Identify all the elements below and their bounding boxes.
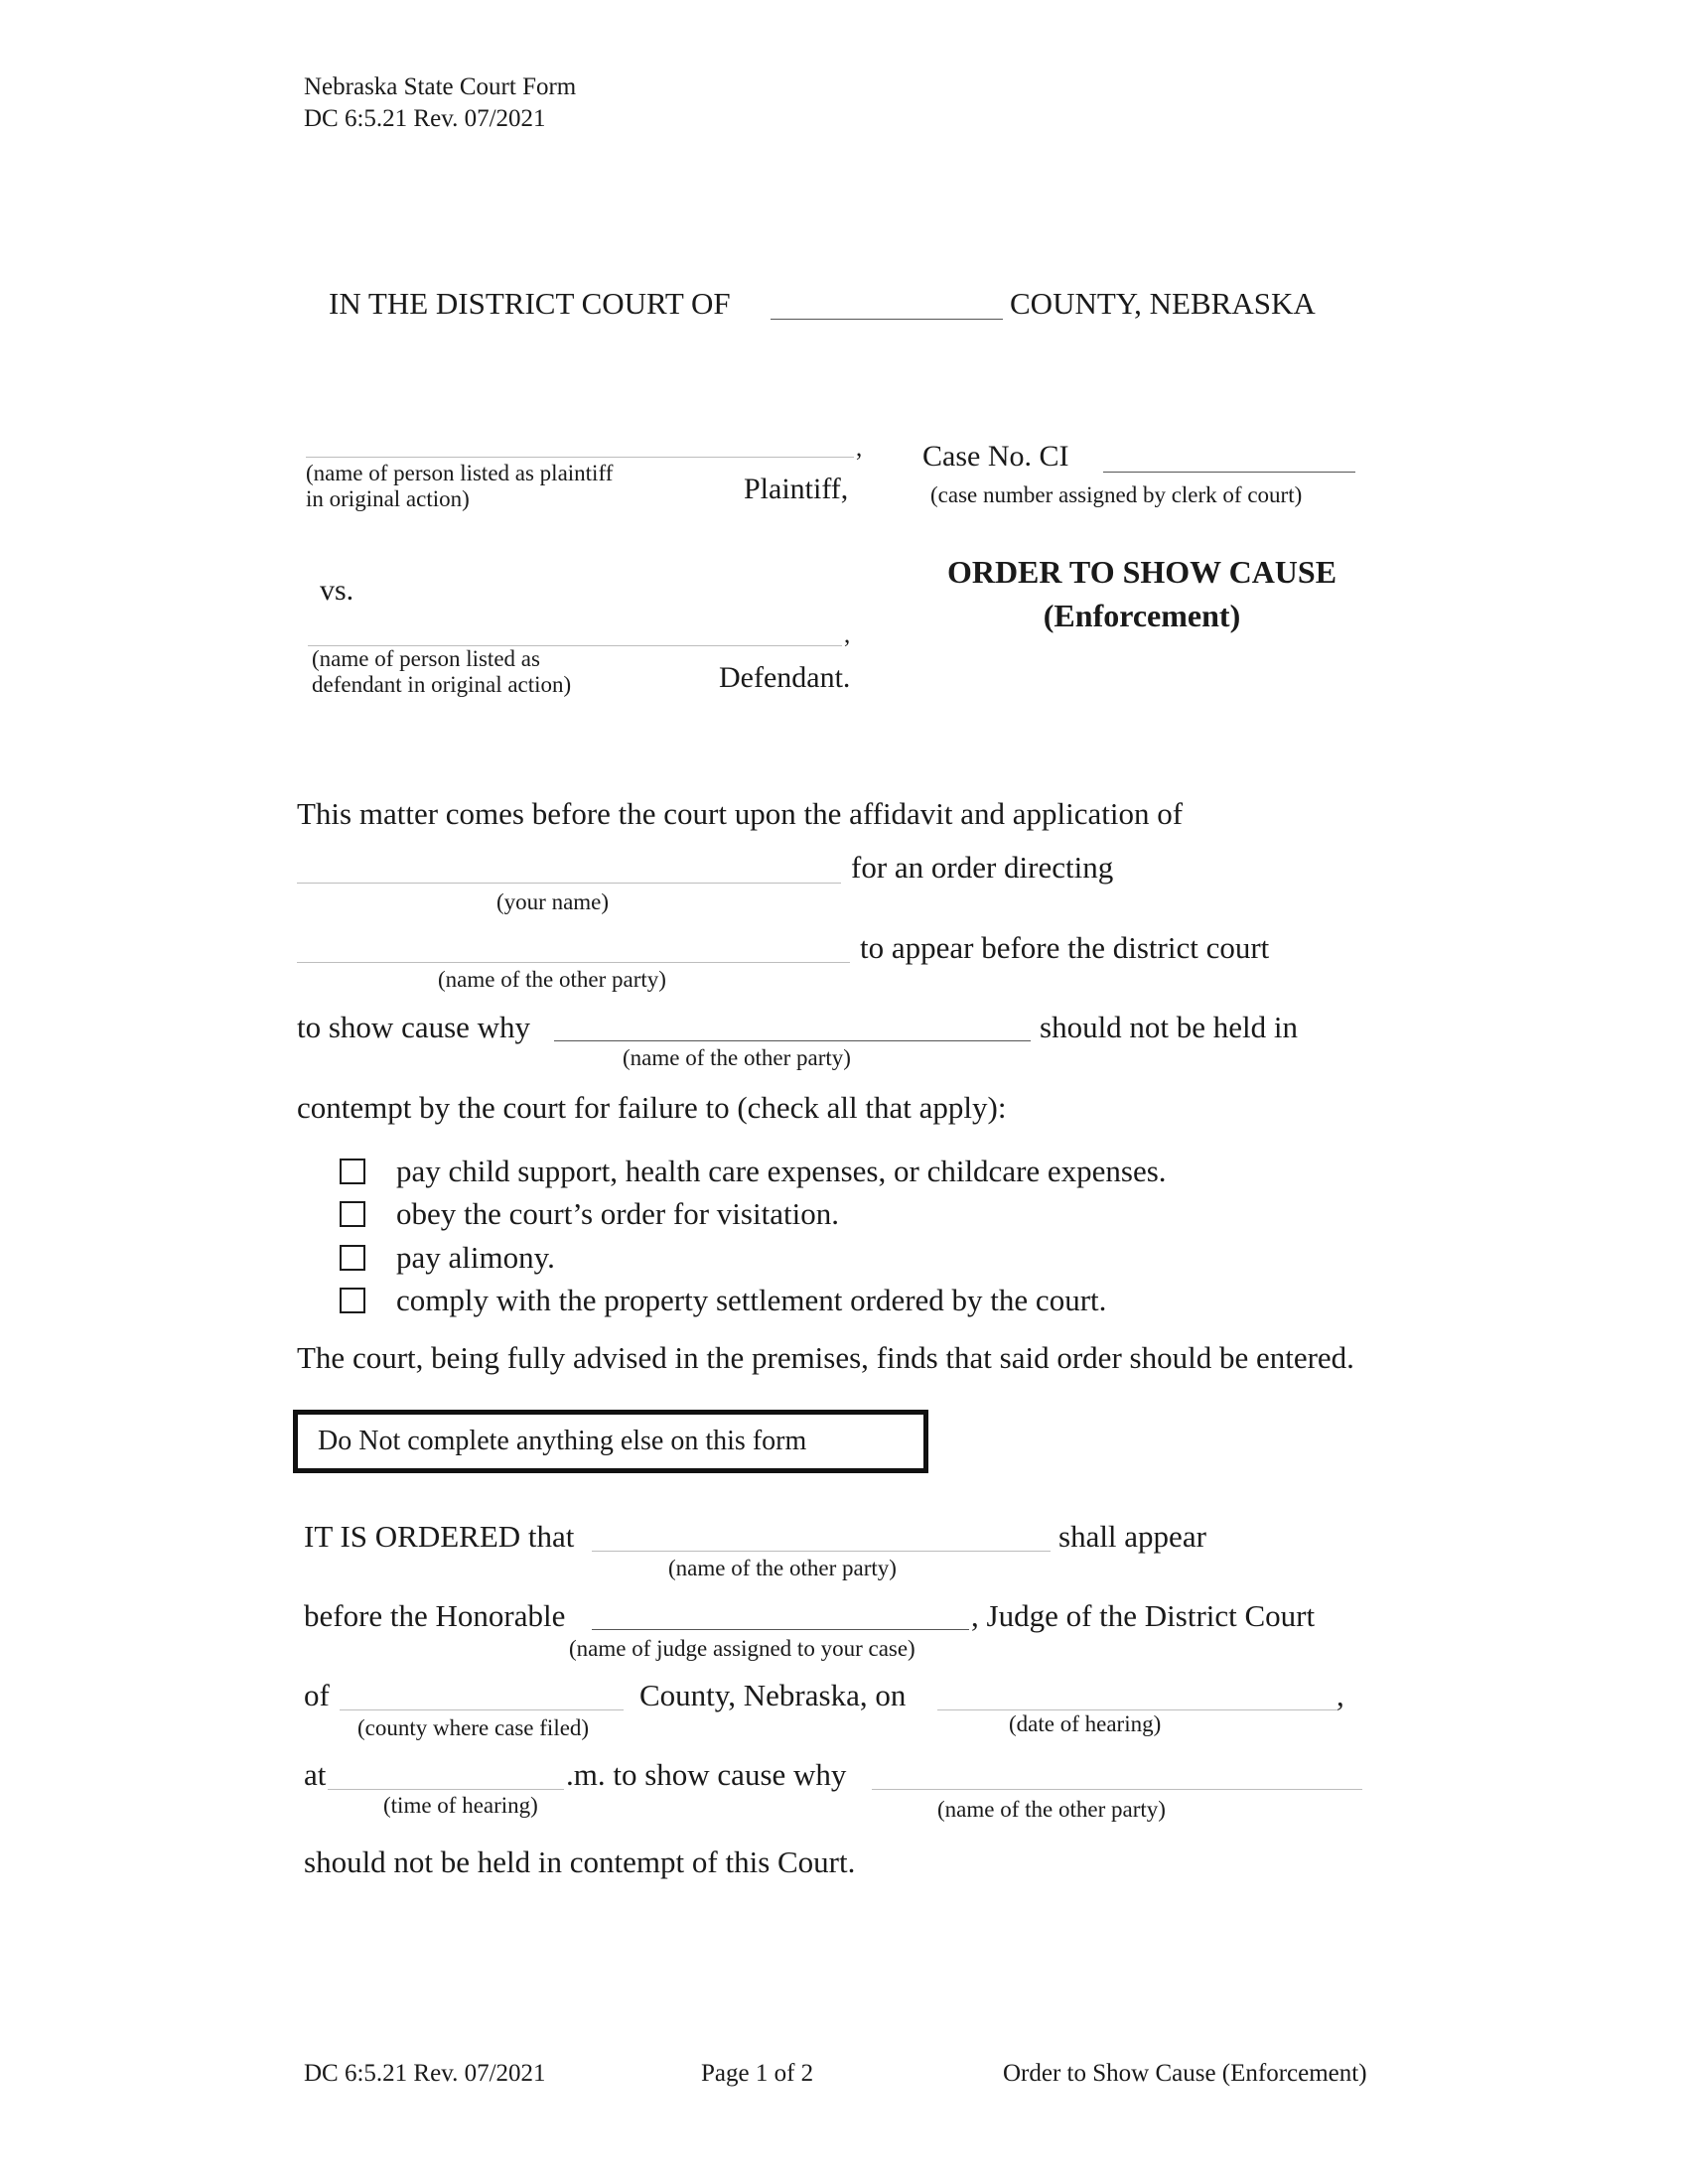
show-cause-prefix: to show cause why [297,1010,531,1044]
county-blank[interactable] [771,319,1003,320]
option-property-settlement[interactable] [340,1283,1106,1318]
option-child-support[interactable] [340,1154,1167,1189]
option-alimony[interactable] [340,1240,555,1276]
defendant-comma: , [844,621,851,648]
form-source: Nebraska State Court Form [304,73,577,100]
other-party-field-4[interactable] [872,1789,1362,1790]
case-no-label: Case No. CI [922,440,1069,473]
other-party-field-2[interactable] [554,1040,1031,1041]
plaintiff-hint: (name of person listed as plaintiff in original action) [306,461,614,511]
other-party-hint-4: (name of the other party) [937,1797,1166,1822]
other-party-hint-1: (name of the other party) [438,967,666,992]
footer-page-number: Page 1 of 2 [701,2060,814,2087]
plaintiff-name-field[interactable] [306,457,854,458]
other-party-field-3[interactable] [592,1551,1051,1552]
case-no-hint: (case number assigned by clerk of court) [930,482,1303,507]
document-subtitle: (Enforcement) [1043,598,1241,633]
option-label: comply with the property settlement ordered by the court. [396,1283,1107,1317]
your-name-hint: (your name) [496,889,610,914]
hearing-date-field[interactable] [937,1709,1338,1710]
checkbox[interactable] [340,1159,365,1184]
option-visitation[interactable] [340,1196,839,1232]
plaintiff-comma: , [856,435,863,462]
of-text: of [304,1678,330,1712]
defendant-hint: (name of person listed as defendant in original action) [312,646,572,697]
form-number: DC 6:5.21 Rev. 07/2021 [304,105,546,132]
for-order-text: for an order directing [851,850,1114,885]
checkbox[interactable] [340,1245,365,1271]
date-hint: (date of hearing) [1009,1711,1162,1736]
notice-box: Do Not complete anything else on this form [293,1410,928,1473]
finding-text: The court, being fully advised in the premises, finds that said order should be entered. [297,1340,1354,1375]
show-cause-suffix: should not be held in [1040,1010,1299,1044]
ordered-prefix: IT IS ORDERED that [304,1519,575,1554]
county-field[interactable] [340,1709,624,1710]
other-party-field-1[interactable] [297,962,850,963]
option-label: pay child support, health care expenses, or childcare expenses. [396,1154,1167,1188]
intro-text: This matter comes before the court upon the affidavit and application of [297,796,1184,831]
time-suffix-text: .m. to show cause why [566,1757,847,1792]
judge-name-field[interactable] [592,1629,969,1630]
footer-form-number: DC 6:5.21 Rev. 07/2021 [304,2060,546,2087]
hearing-time-field[interactable] [328,1789,564,1790]
case-no-field[interactable] [1103,472,1355,473]
plaintiff-label: Plaintiff, [744,473,849,505]
your-name-field[interactable] [297,883,841,884]
court-suffix: COUNTY, NEBRASKA [1010,286,1316,321]
county-hint: (county where case filed) [357,1715,590,1740]
date-comma: , [1336,1678,1344,1712]
county-text: County, Nebraska, on [639,1678,907,1712]
contempt-text: contempt by the court for failure to (check all that apply): [297,1090,1007,1125]
final-text: should not be held in contempt of this Court. [304,1844,856,1879]
to-appear-text: to appear before the district court [860,930,1270,965]
option-label: pay alimony. [396,1240,555,1275]
footer-form-title: Order to Show Cause (Enforcement) [1003,2060,1367,2087]
at-text: at [304,1757,327,1792]
checkbox[interactable] [340,1288,365,1313]
judge-hint: (name of judge assigned to your case) [569,1636,915,1661]
shall-appear-text: shall appear [1058,1519,1206,1554]
versus-label: vs. [320,574,354,607]
time-hint: (time of hearing) [383,1793,538,1818]
before-honorable-text: before the Honorable [304,1598,566,1633]
option-label: obey the court’s order for visitation. [396,1196,839,1231]
defendant-label: Defendant. [719,661,851,694]
checkbox[interactable] [340,1201,365,1227]
other-party-hint-3: (name of the other party) [668,1556,897,1580]
judge-suffix-text: , Judge of the District Court [971,1598,1316,1633]
document-title: ORDER TO SHOW CAUSE [946,554,1337,590]
other-party-hint-2: (name of the other party) [623,1045,851,1070]
court-prefix: IN THE DISTRICT COURT OF [329,286,731,321]
